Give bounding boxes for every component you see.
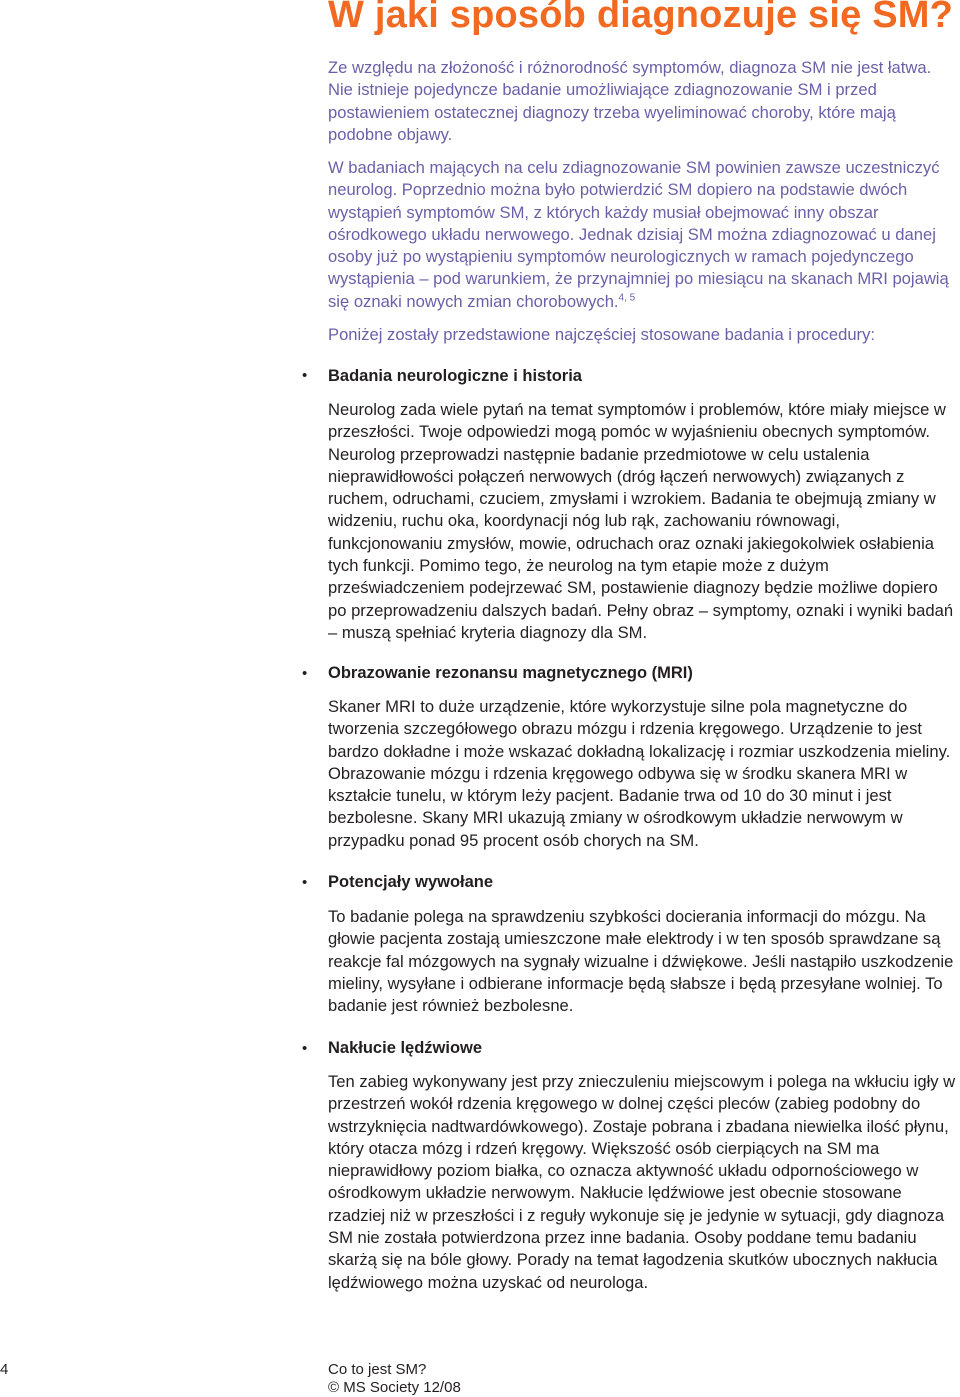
reference-superscript: 4, 5 (618, 292, 636, 304)
intro-paragraph-3: Poniżej zostały przedstawione najczęściej stosowane badania i procedury: (328, 325, 875, 344)
section-heading: Obrazowanie rezonansu magnetycznego (MRI) (328, 664, 693, 682)
section-body: Neurolog zada wiele pytań na temat symptomów i problemów, które miały miejsce w przeszłości. Twoje odpowiedzi mogą pomóc w wyjaśnieniu obecnych symptomów. Neurolog przeprowadzi następnie badanie przedmiotowe w celu ustalenia nieprawidłowości połączeń nerwowych (dróg łączeń nerwowych) związanych z ruchem, odruchami, czuciem, zmysłami i wzrokiem. Badania te obejmują zmiany w widzeniu, ruchu oka, koordynacji nóg lub rąk, zachowaniu równowagi, funkcjonowaniu zmysłów, mowie, odruchach oraz oznaki jakiegokolwiek osłabienia tych funkcji. Pomimo tego, że neurolog na tym etapie może z dużym przeświadczeniem podejrzewać SM, postawienie diagnozy będzie możliwe dopiero po przeprowadzeniu dalszych badań. Pełny obraz – symptomy, oznaki i wyniki badań – muszą spełniać kryteria diagnozy dla SM. (328, 400, 954, 642)
section-heading: Badania neurologiczne i historia (328, 367, 582, 385)
page-number: 4 (0, 1361, 9, 1378)
intro-paragraph-2 (328, 157, 956, 313)
bullet-icon: • (302, 367, 308, 384)
section-heading: Nakłucie lędźwiowe (328, 1039, 483, 1057)
page-title: W jaki sposób diagnozuje się SM? (328, 0, 954, 36)
bullet-icon: • (302, 1040, 308, 1057)
section-heading: Potencjały wywołane (328, 873, 494, 891)
section-body: To badanie polega na sprawdzeniu szybkości docierania informacji do mózgu. Na głowie pacjenta zostają umieszczone małe elektrody i w ten sposób sprawdzane są reakcje fal mózgowych na sygnały wizualne i dźwiękowe. Jeśli nastąpiło uszkodzenie mieliny, wysyłane i odbierane informacje będą słabsze i będą przesyłane wolniej. To badanie jest również bezbolesne. (328, 907, 954, 1016)
bullet-icon: • (302, 874, 308, 891)
footer-doc-title: Co to jest SM? (328, 1361, 427, 1378)
intro-paragraph-2-text: W badaniach mających na celu zdiagnozowanie SM powinien zawsze uczestniczyć neurolog. Poprzednio można było potwierdzić SM dopiero na podstawie dwóch wystąpień symptomów SM, z których każdy musiał obejmować inny obszar ośrodkowego układu nerwowego. Jednak dzisiaj SM można zdiagnozować u danej osoby już po wystąpieniu symptomów neurologicznych w ramach pojedynczego wystąpienia – pod warunkiem, że przynajmniej po miesiącu na skanach MRI pojawią się oznaki nowych zmian chorobowych. (328, 158, 949, 311)
section-body: Skaner MRI to duże urządzenie, które wykorzystuje silne pola magnetyczne do tworzenia szczegółowego obrazu mózgu i rdzenia kręgowego. Urządzenie to jest bardzo dokładne i może wskazać dokładną lokalizację i rozmiar uszkodzenia mieliny. Obrazowanie mózgu i rdzenia kręgowego odbywa się w środku skanera MRI w kształcie tunelu, w którym leży pacjent. Badanie trwa od 10 do 30 minut i jest bezbolesne. Skany MRI ukazują zmiany w ośrodkowym układzie nerwowym w przypadku ponad 95 procent osób chorych na SM. (328, 697, 951, 850)
footer-copyright: © MS Society 12/08 (328, 1379, 461, 1396)
intro-paragraph-1: Ze względu na złożoność i różnorodność symptomów, diagnoza SM nie jest łatwa. Nie istnieje pojedyncze badanie umożliwiające zdiagnozowanie SM i przed postawieniem ostatecznej diagnozy trzeba wyeliminować choroby, które mają podobne objawy. (328, 58, 932, 144)
section-body: Ten zabieg wykonywany jest przy znieczuleniu miejscowym i polega na wkłuciu igły w przestrzeń wokół rdzenia kręgowego w dolnej części pleców (zabieg podobny do wstrzyknięcia nadtwardówkowego). Zostaje pobrana i zbadana niewielka ilość płynu, który otacza mózg i rdzeń kręgowy. Większość osób cierpiących na SM ma nieprawidłowy poziom białka, co oznacza aktywność układu odpornościowego w ośrodkowym układzie nerwowym. Nakłucie lędźwiowe jest obecnie stosowane rzadziej niż w przeszłości i z reguły wykonuje się je jedynie w sytuacji, gdy diagnoza SM nie została potwierdzona przez inne badania. Osoby poddane temu badaniu skarżą się na bóle głowy. Porady na temat łagodzenia skutków ubocznych nakłucia lędźwiowego można uzyskać od neurologa. (328, 1072, 956, 1292)
bullet-icon: • (302, 665, 308, 682)
